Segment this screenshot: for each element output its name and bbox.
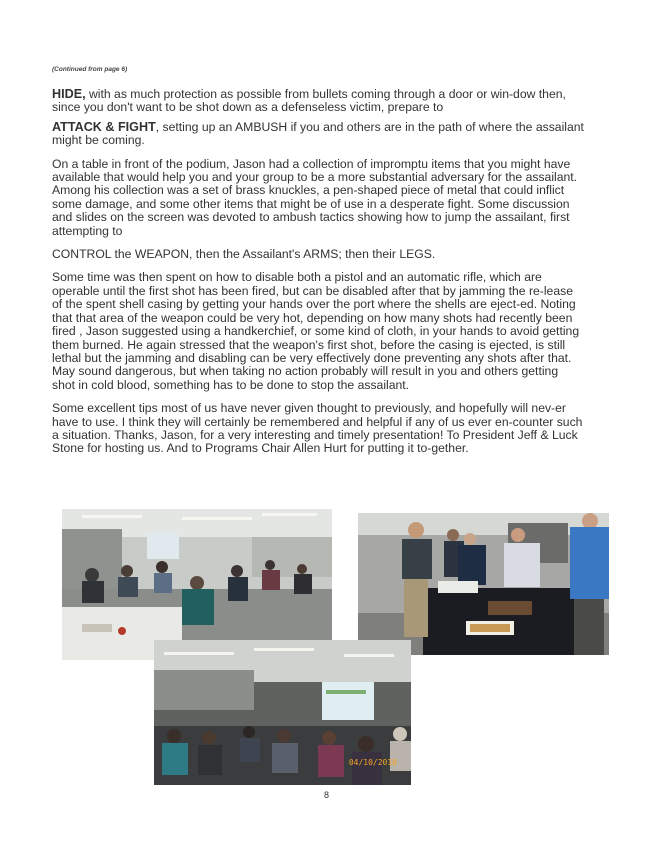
paragraph-disable-weapon: Some time was then spent on how to disable both a pistol and an automatic rifle, which are operable until the first shot has been fired, but can be disabled after that by jamming the re-lease of the spent shell casing by getting your hands over the port where the shells are eject-ed. Noting that that area of the weapon could be very hot, depending on how many shots had recently been fired , Jason suggested using a handkerchief, or some kind of cloth, in your hands to avoid getting them burned. He again stressed that the weapon's first shot, before the casing is ejected, is still lethal but the jamming and disabling can be very effectively done preventing any shots after that. May sound dangerous, but when taking no action probably will result in you and others getting shot in cold blood, something has to be done to stop the assailant. (52, 270, 580, 392)
paragraph-closing: Some excellent tips most of us have never given thought to previously, and hopefully will nev-er have to use. I think they will certainly be remembered and helpful if any of us ever en-counter such a situation. Thanks, Jason, for a very interesting and timely presentation! To President Jeff & Luck Stone for hosting us. And to Programs Chair Allen Hurt for putting it to-gether. (52, 401, 583, 456)
photo-date-stamp: 04/10/2018 (348, 758, 397, 767)
page-number: 8 (323, 790, 329, 800)
paragraph-hide (52, 88, 584, 115)
attack-lead: ATTACK & FIGHT (52, 119, 156, 134)
attack-text: , setting up an AMBUSH if you and others are in the path of where the assailant might be coming. (52, 119, 584, 148)
paragraph-attack (52, 121, 584, 148)
paragraph-control: CONTROL the WEAPON, then the Assailant's ARMS; then their LEGS. (52, 247, 436, 262)
presentation-audience-photo (154, 640, 411, 785)
continued-note: (Continued from page 6) (52, 66, 128, 73)
article-body (52, 88, 584, 466)
meeting-room-photo (62, 509, 332, 660)
hide-lead: HIDE, (52, 87, 86, 101)
paragraph-collection: On a table in front of the podium, Jason had a collection of impromptu items that you might have available that would help you and your group to be a more substantial adversary for the assailant. Among his collection was a set of brass knuckles, a pen-shaped piece of metal that could inflict some damage, and some other items that might be of use in a desperate fight. Some discussion and slides on the screen was devoted to ambush tactics showing how to jump the assailant, first attempting to (52, 156, 578, 238)
buffet-line-photo (358, 513, 609, 655)
hide-text: with as much protection as possible from bullets coming through a door or win-dow then, since you don't want to be shot down as a defenseless victim, prepare to (52, 87, 566, 115)
